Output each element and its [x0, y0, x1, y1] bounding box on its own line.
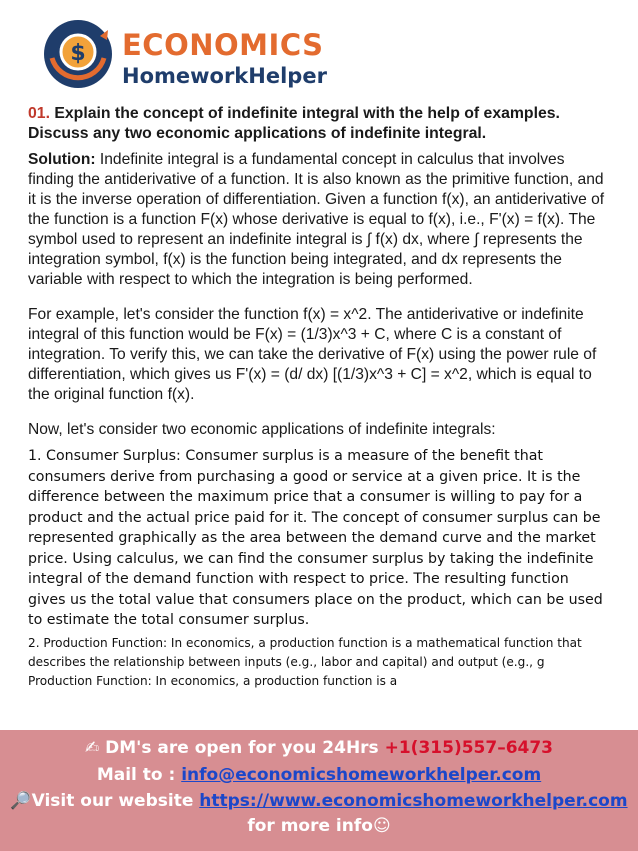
solution-text: Indefinite integral is a fundamental concept in calculus that involves finding the antiderivative of a function. It is also known as the primitive function, and it is the inverse operation of differentiation. Given a function f(x), an antiderivative of the function is a function F(x) whose derivative is equal to f(x), i.e., F'(x) = f(x). The symbol used to represent an indefinite integral is ∫ f(x) dx, where ∫ represents the integration symbol, f(x) is the function being integrated, and dx represents the variable with respect to which the integration is being performed. [28, 151, 605, 288]
site-logo [38, 14, 327, 96]
solution-paragraph [28, 150, 610, 290]
dm-line [0, 738, 638, 758]
dollar-coin-icon [42, 18, 114, 90]
contact-footer [0, 730, 638, 851]
more-info-line [0, 816, 638, 836]
solution-label: Solution: [28, 151, 96, 168]
website-line [0, 791, 638, 811]
applications-intro: Now, let's consider two economic applications of indefinite integrals: [28, 421, 496, 438]
smiley-icon: ☺ [372, 816, 391, 836]
coin-symbol: $ [70, 41, 86, 66]
email-link[interactable]: info@economicshomeworkhelper.com [181, 765, 542, 785]
mail-line [0, 765, 638, 785]
example-paragraph: For example, let's consider the function f(x) = x^2. The antiderivative or indefinite integral of this function would be F(x) = (1/3)x^3 + C, where C is a constant of integration. To verify this, we can take the derivative of F(x) using the power rule of differentiation, which gives us F'(x) = (d/ dx) [(1/3)x^3 + C] = x^2, which is equal to the original function f(x). [28, 306, 597, 403]
logo-title: ECONOMICS [122, 28, 324, 62]
website-link[interactable]: https://www.economicshomeworkhelper.com [199, 791, 628, 811]
more-info-text: for more info [247, 816, 373, 836]
dm-text: DM's are open for you 24Hrs [105, 738, 379, 758]
document-body [28, 104, 610, 691]
write-icon: ✍ [84, 738, 100, 758]
consumer-surplus-paragraph: 1. Consumer Surplus: Consumer surplus is a measure of the benefit that consumers derive from purchasing a good or service at a given price. It is the difference between the maximum price that a consumer is willing to pay for a product and the actual price paid for it. The concept of consumer surplus can be represented graphically as the area between the demand curve and the market price. Using calculus, we can find the consumer surplus by taking the indefinite integral of the demand function with respect to price. The resulting function gives us the total value that consumers place on the product, which can be used to estimate the total consumer surplus. [28, 448, 603, 628]
production-function-paragraph: 2. Production Function: In economics, a production function is a mathematical function that describes the relationship between inputs (e.g., labor and capital) and output (e.g., g Production Function: In economics, a production function is a [28, 635, 582, 688]
phone-number[interactable]: +1(315)557–6473 [384, 738, 554, 758]
magnifier-icon: 🔎 [10, 791, 32, 811]
website-label: Visit our website [31, 791, 194, 811]
question-text: Explain the concept of indefinite integral with the help of examples. Discuss any two economic applications of indefinite integral. [28, 105, 560, 142]
question-heading [28, 104, 610, 144]
logo-subtitle: HomeworkHelper [122, 64, 327, 88]
mail-label: Mail to : [96, 765, 176, 785]
question-number: 01. [28, 105, 50, 122]
